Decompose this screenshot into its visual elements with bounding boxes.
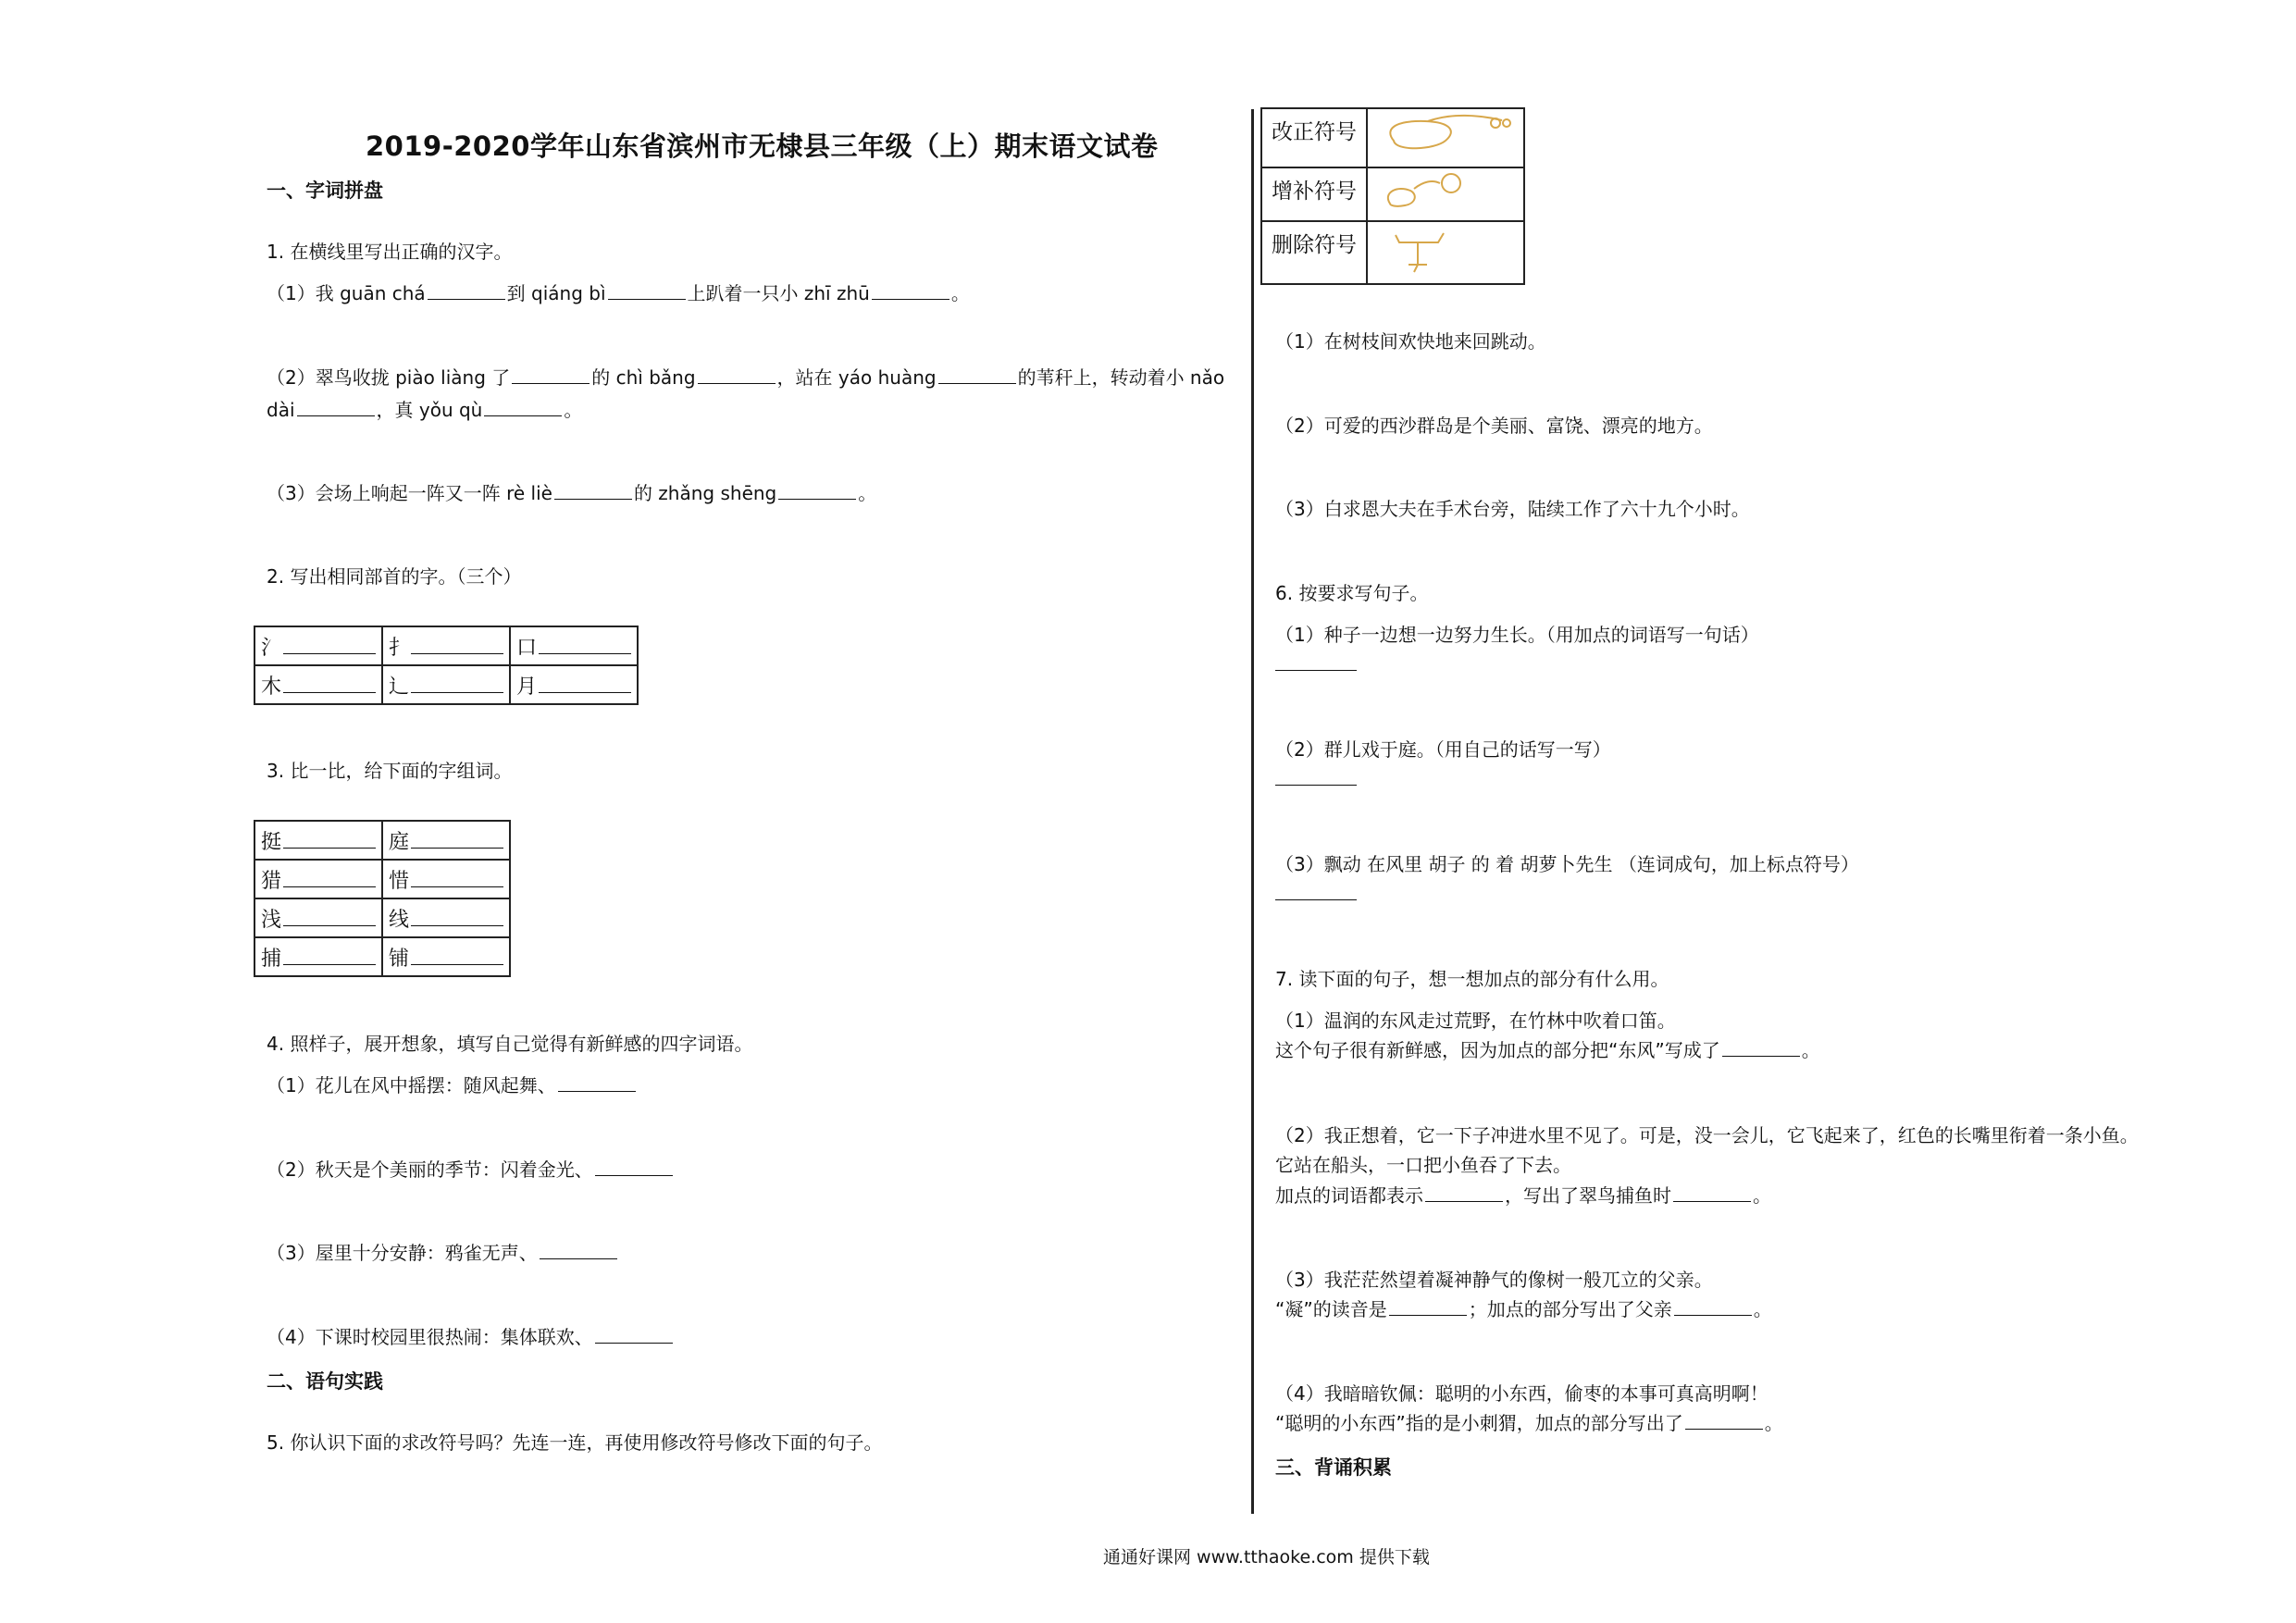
q7-part-1-answer: 这个句子很有新鲜感，因为加点的部分把“东风”写成了 。 <box>1275 1039 1820 1061</box>
radical-label: 辶 <box>389 675 410 699</box>
footer-source: 通通好课网 www.tthaoke.com 提供下载 <box>1103 1547 1430 1567</box>
q5-item-1: （1）在树枝间欢快地来回跳动。 <box>1275 330 1546 353</box>
q6-item-2: （2）群儿戏于庭。（用自己的话写一写） <box>1275 738 1611 761</box>
radical-label: 口 <box>516 636 538 660</box>
word-compare-table <box>254 820 511 977</box>
answer-line[interactable] <box>1275 670 1357 671</box>
answer-line[interactable] <box>1275 899 1357 900</box>
q7-part-2: （2）我正想着，它一下子冲进水里不见了。可是，没一会儿，它飞起来了，红色的长嘴里衔着一条小鱼。 <box>1275 1124 2139 1146</box>
char-label: 线 <box>389 908 410 932</box>
radical-label: 木 <box>261 675 282 699</box>
q2-stem: 2. 写出相同部首的字。（三个） <box>267 565 522 588</box>
q1-part-2: （2）翠鸟收拢 piào liàng 了 的 chì bǎng ，站在 yáo huàng 的苇秆上，转动着小 nǎo <box>267 366 1225 389</box>
radical-table <box>254 626 639 705</box>
answer-line[interactable] <box>1275 785 1357 786</box>
radical-label: 氵 <box>261 636 282 660</box>
radical-label: 扌 <box>389 636 410 660</box>
q4-item-4: （4）下课时校园里很热闹：集体联欢、 <box>267 1322 675 1349</box>
symbol-sketch <box>1367 108 1524 167</box>
q7-part-3-answer: “凝”的读音是 ；加点的部分写出了父亲 。 <box>1275 1298 1772 1320</box>
q5-item-2: （2）可爱的西沙群岛是个美丽、富饶、漂亮的地方。 <box>1275 415 1713 437</box>
symbol-sketch <box>1367 221 1524 284</box>
symbol-sketch <box>1367 167 1524 221</box>
table-row <box>254 860 510 898</box>
answer-blank[interactable] <box>539 638 631 654</box>
answer-blank[interactable] <box>411 638 503 654</box>
char-label: 铺 <box>389 947 410 971</box>
q6-stem: 6. 按要求写句子。 <box>1275 582 1429 604</box>
q4-stem: 4. 照样子，展开想象，填写自己觉得有新鲜感的四字词语。 <box>267 1033 753 1055</box>
q7-part-3: （3）我茫茫然望着凝神静气的像树一般兀立的父亲。 <box>1275 1269 1713 1291</box>
char-label: 庭 <box>389 830 410 854</box>
page-title: 2019-2020学年山东省滨州市无棣县三年级（上）期末语文试卷 <box>366 130 1159 162</box>
section-heading-2: 二、语句实践 <box>267 1370 383 1393</box>
answer-blank[interactable] <box>283 911 376 926</box>
q4-item-1: （1）花儿在风中摇摆：随风起舞、 <box>267 1071 638 1097</box>
symbol-label: 删除符号 <box>1261 221 1367 284</box>
answer-blank[interactable] <box>411 949 503 965</box>
table-row <box>254 898 510 937</box>
answer-blank[interactable] <box>283 677 376 693</box>
q7-part-2-cont: 它站在船头，一口把小鱼吞了下去。 <box>1275 1154 1571 1176</box>
answer-blank[interactable] <box>283 638 376 654</box>
table-row <box>254 937 510 976</box>
q1-stem: 1. 在横线里写出正确的汉字。 <box>267 241 513 263</box>
symbol-label: 改正符号 <box>1261 108 1367 167</box>
char-label: 惜 <box>389 869 410 893</box>
symbol-label: 增补符号 <box>1261 167 1367 221</box>
q7-part-4-answer: “聪明的小东西”指的是小刺猬，加点的部分写出了 。 <box>1275 1412 1783 1434</box>
table-row <box>254 626 638 665</box>
q5-stem: 5. 你认识下面的求改符号吗？先连一连，再使用修改符号修改下面的句子。 <box>267 1431 883 1454</box>
char-label: 捕 <box>261 947 282 971</box>
q5-item-3: （3）白求恩大夫在手术台旁，陆续工作了六十九个小时。 <box>1275 498 1750 520</box>
radical-label: 月 <box>516 675 538 699</box>
table-row <box>254 821 510 860</box>
insertion-mark-icon <box>1377 168 1514 215</box>
table-row <box>1261 221 1524 284</box>
char-label: 猎 <box>261 869 282 893</box>
q6-item-1: （1）种子一边想一边努力生长。（用加点的词语写一句话） <box>1275 624 1759 646</box>
q7-part-1: （1）温润的东风走过荒野，在竹林中吹着口笛。 <box>1275 1010 1676 1032</box>
q1-part-3: （3）会场上响起一阵又一阵 rè liè 的 zhǎng shēng 。 <box>267 482 877 504</box>
answer-blank[interactable] <box>283 833 376 849</box>
char-label: 浅 <box>261 908 282 932</box>
table-row <box>1261 108 1524 167</box>
q4-item-2: （2）秋天是个美丽的季节：闪着金光、 <box>267 1155 675 1182</box>
correction-mark-icon <box>1377 109 1514 161</box>
char-label: 挺 <box>261 830 282 854</box>
q3-stem: 3. 比一比，给下面的字组词。 <box>267 760 513 782</box>
answer-blank[interactable] <box>539 677 631 693</box>
q4-item-3: （3）屋里十分安静：鸦雀无声、 <box>267 1238 619 1265</box>
table-row <box>254 665 638 704</box>
answer-blank[interactable] <box>283 872 376 887</box>
q7-part-4: （4）我暗暗钦佩：聪明的小东西，偷枣的本事可真高明啊！ <box>1275 1382 1769 1405</box>
q7-stem: 7. 读下面的句子，想一想加点的部分有什么用。 <box>1275 968 1669 990</box>
section-heading-1: 一、字词拼盘 <box>267 180 383 202</box>
q1-part-1: （1）我 guān chá 到 qiáng bì 上趴着一只小 zhī zhū 。 <box>267 282 970 304</box>
correction-symbol-table <box>1260 107 1525 285</box>
section-heading-3: 三、背诵积累 <box>1275 1456 1392 1479</box>
q1-part-2-cont: dài ，真 yǒu qù 。 <box>267 399 583 421</box>
q6-item-3: （3）飘动 在风里 胡子 的 着 胡萝卜先生 （连词成句，加上标点符号） <box>1275 853 1859 875</box>
column-divider <box>1251 109 1254 1514</box>
answer-blank[interactable] <box>283 949 376 965</box>
answer-blank[interactable] <box>411 677 503 693</box>
table-row <box>1261 167 1524 221</box>
answer-blank[interactable] <box>411 911 503 926</box>
deletion-mark-icon <box>1377 222 1514 278</box>
answer-blank[interactable] <box>411 872 503 887</box>
answer-blank[interactable] <box>411 833 503 849</box>
q7-part-2-answer: 加点的词语都表示 ，写出了翠鸟捕鱼时 。 <box>1275 1184 1771 1207</box>
